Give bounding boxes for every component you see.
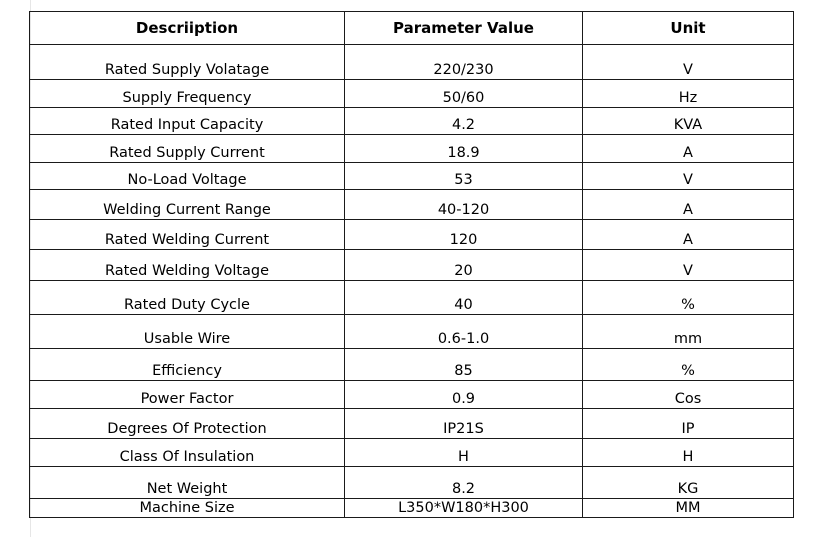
row-description: Machine Size [30, 499, 345, 518]
table-header-row [30, 12, 794, 45]
row-description: Net Weight [30, 467, 345, 499]
table-row [30, 281, 794, 315]
header-parameter-value: Parameter Value [345, 12, 583, 45]
row-unit: A [583, 190, 794, 220]
table-row [30, 315, 794, 349]
row-unit: V [583, 163, 794, 190]
specifications-table [29, 11, 794, 518]
table-row [30, 381, 794, 409]
row-description: Rated Supply Volatage [30, 45, 345, 80]
row-unit: % [583, 349, 794, 381]
row-description: Efficiency [30, 349, 345, 381]
table-row [30, 467, 794, 499]
row-value: 50/60 [345, 80, 583, 108]
row-value: L350*W180*H300 [345, 499, 583, 518]
row-value: 40-120 [345, 190, 583, 220]
row-unit: IP [583, 409, 794, 439]
header-unit: Unit [583, 12, 794, 45]
row-value: 20 [345, 250, 583, 281]
row-description: Rated Welding Current [30, 220, 345, 250]
row-value: 53 [345, 163, 583, 190]
row-description: Supply Frequency [30, 80, 345, 108]
row-description: Rated Welding Voltage [30, 250, 345, 281]
table-row [30, 349, 794, 381]
table-row [30, 163, 794, 190]
row-value: 18.9 [345, 135, 583, 163]
row-value: 0.9 [345, 381, 583, 409]
row-description: Rated Duty Cycle [30, 281, 345, 315]
row-description: Degrees Of Protection [30, 409, 345, 439]
row-unit: % [583, 281, 794, 315]
table-row [30, 190, 794, 220]
row-value: 220/230 [345, 45, 583, 80]
row-unit: V [583, 45, 794, 80]
row-unit: Cos [583, 381, 794, 409]
table-row [30, 439, 794, 467]
row-description: Usable Wire [30, 315, 345, 349]
table-row [30, 409, 794, 439]
row-value: 85 [345, 349, 583, 381]
header-description: Descriiption [30, 12, 345, 45]
row-value: 40 [345, 281, 583, 315]
row-value: IP21S [345, 409, 583, 439]
table-row [30, 135, 794, 163]
table-row [30, 80, 794, 108]
row-value: 0.6-1.0 [345, 315, 583, 349]
row-description: Class Of Insulation [30, 439, 345, 467]
row-description: Rated Supply Current [30, 135, 345, 163]
table-row [30, 499, 794, 518]
row-value: H [345, 439, 583, 467]
row-value: 4.2 [345, 108, 583, 135]
row-unit: MM [583, 499, 794, 518]
row-unit: A [583, 220, 794, 250]
row-value: 120 [345, 220, 583, 250]
row-description: Rated Input Capacity [30, 108, 345, 135]
row-unit: KG [583, 467, 794, 499]
row-description: No-Load Voltage [30, 163, 345, 190]
row-description: Power Factor [30, 381, 345, 409]
row-unit: KVA [583, 108, 794, 135]
row-unit: Hz [583, 80, 794, 108]
row-value: 8.2 [345, 467, 583, 499]
row-unit: A [583, 135, 794, 163]
row-unit: V [583, 250, 794, 281]
table-row [30, 45, 794, 80]
table-row [30, 108, 794, 135]
row-unit: mm [583, 315, 794, 349]
row-description: Welding Current Range [30, 190, 345, 220]
row-unit: H [583, 439, 794, 467]
table-row [30, 220, 794, 250]
table-row [30, 250, 794, 281]
